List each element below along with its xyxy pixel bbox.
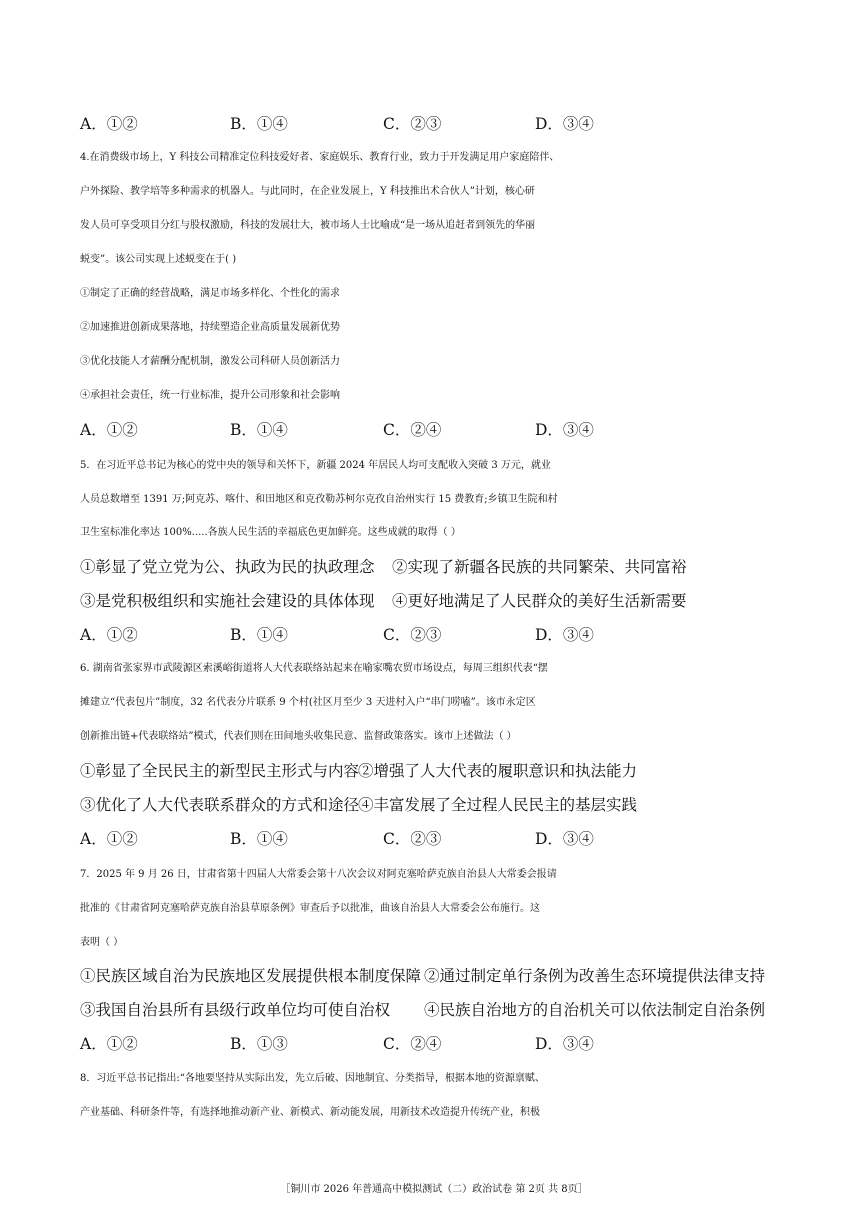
q7-option-a: A．①②	[80, 1035, 138, 1053]
q6-option-d: D．③④	[535, 830, 594, 848]
q6-option-c: C．②③	[383, 830, 442, 848]
q5-stem-line-3: 卫生室标准化率达 100%.....各族人民生活的幸福底色更加鲜亮。这些成就的取得（ ）	[80, 527, 461, 538]
q6-option-a: A．①②	[80, 830, 138, 848]
q5-statement-2: ②实现了新疆各民族的共同繁荣、共同富裕	[392, 558, 687, 576]
q4-option-a: A．①②	[80, 421, 138, 439]
q7-statements-row-2	[80, 999, 800, 1021]
q7-options	[80, 1033, 800, 1055]
q3-option-a: A．①②	[80, 115, 138, 133]
q4-stem-line-4: 蜕变”。该公司实现上述蜕变在于( )	[80, 254, 237, 265]
q6-options	[80, 828, 800, 850]
q5-option-c: C．②③	[383, 626, 442, 644]
q6-statement-2: ②增强了人大代表的履职意识和执法能力	[358, 762, 638, 780]
q6-stem-line-3: 创新推出链+代表联络站”模式，代表们则在田间地头收集民意、监督政策落实。该市上述做法（ ）	[80, 731, 517, 742]
q6-statements-row-2	[80, 794, 800, 816]
q7-option-b: B．①③	[230, 1035, 288, 1053]
q5-statements-row-1	[80, 556, 800, 578]
q5-statement-4: ④更好地满足了人民群众的美好生活新需要	[392, 592, 687, 610]
q4-statement-3: ③优化技能人才薪酬分配机制，激发公司科研人员创新活力	[80, 356, 340, 367]
q8-stem-line-2: 产业基础、科研条件等，有选择地推动新产业、新模式、新动能发展，用新技术改造提升传统产业，积极	[80, 1107, 540, 1118]
q3-option-b: B．①④	[230, 115, 288, 133]
q7-statements-row-1	[80, 965, 800, 987]
q8-stem-line-1: 8．习近平总书记指出:“各地要坚持从实际出发，先立后破、因地制宜、分类指导，根据本地的资源禀赋、	[80, 1073, 545, 1084]
q4-option-d: D．③④	[535, 421, 594, 439]
q4-statement-1: ①制定了正确的经营战略，满足市场多样化、个性化的需求	[80, 288, 340, 299]
q4-statement-4: ④承担社会责任，统一行业标准，提升公司形象和社会影响	[80, 390, 340, 401]
q5-option-a: A．①②	[80, 626, 138, 644]
q3-options	[80, 113, 800, 135]
q5-option-d: D．③④	[535, 626, 594, 644]
q5-stem-line-1: 5．在习近平总书记为核心的党中央的领导和关怀下，新疆 2024 年居民人均可支配收入突破 3 万元，就业	[80, 460, 551, 471]
q4-stem-line-1: 4.在消费级市场上，Y 科技公司精准定位科技爱好者、家庭娱乐、教育行业，致力于开发满足用户家庭陪伴、	[80, 152, 560, 163]
q7-stem-line-1: 7．2025 年 9 月 26 日，甘肃省第十四届人大常委会第十八次会议对阿克塞哈萨克族自治县人大常委会报请	[80, 869, 557, 880]
q7-option-d: D．③④	[535, 1035, 594, 1053]
q3-option-d: D．③④	[535, 115, 594, 133]
q6-statement-4: ④丰富发展了全过程人民民主的基层实践	[358, 796, 638, 814]
q4-options	[80, 419, 800, 441]
q7-statement-2: ②通过制定单行条例为改善生态环境提供法律支持	[424, 967, 766, 985]
q4-stem-line-3: 发人员可享受项目分红与股权激励，科技的发展壮大，被市场人士比喻成“是一场从追赶者到领先的华丽	[80, 220, 536, 231]
page-footer: ［铜川市 2026 年普通高中模拟测试（二）政治试卷 第 2页 共 8页］	[280, 1184, 588, 1195]
q5-options	[80, 624, 800, 646]
q7-statement-4: ④民族自治地方的自治机关可以依法制定自治条例	[424, 1001, 766, 1019]
q4-stem-line-2: 户外探险、教学培等多种需求的机器人。与此同时，在企业发展上，Y 科技推出术合伙人”计划，核心研	[80, 186, 535, 197]
q4-option-b: B．①④	[230, 421, 288, 439]
q5-statement-1: ①彰显了党立党为公、执政为民的执政理念	[80, 558, 375, 576]
q6-statement-3: ③优化了人大代表联系群众的方式和途径	[80, 796, 360, 814]
q7-statement-1: ①民族区域自治为民族地区发展提供根本制度保障	[80, 967, 422, 985]
q6-stem-line-1: 6. 湖南省张家界市武陵源区索溪峪街道将人大代表联络站起来在喻家嘴农贸市场设点，每周三组织代表“摆	[80, 663, 548, 674]
q5-option-b: B．①④	[230, 626, 288, 644]
q4-statement-2: ②加速推进创新成果落地，持续塑造企业高质量发展新优势	[80, 322, 340, 333]
q6-statements-row-1	[80, 760, 800, 782]
q7-statement-3: ③我国自治县所有县级行政单位均可使自治权	[80, 1001, 391, 1019]
q7-stem-line-2: 批准的《甘肃省阿克塞哈萨克族自治县草原条例》审查后予以批准，曲该自治县人大常委会公布施行。这	[80, 903, 540, 914]
q7-option-c: C．②④	[383, 1035, 442, 1053]
q6-statement-1: ①彰显了全民民主的新型民主形式与内容	[80, 762, 360, 780]
q3-option-c: C．②③	[383, 115, 442, 133]
q5-statement-3: ③是党积极组织和实施社会建设的具体体现	[80, 592, 375, 610]
q5-stem-line-2: 人员总数增至 1391 万;阿克苏、喀什、和田地区和克孜勒苏柯尔克孜自治州实行 15 费教育;乡镇卫生院和村	[80, 494, 558, 505]
q6-option-b: B．①④	[230, 830, 288, 848]
q4-option-c: C．②④	[383, 421, 442, 439]
q5-statements-row-2	[80, 590, 800, 612]
q6-stem-line-2: 摊建立“代表包片”制度，32 名代表分片联系 9 个村(社区月至少 3 天进村入户“串门唠嗑”。该市永定区	[80, 697, 536, 708]
q7-stem-line-3: 表明（ ）	[80, 937, 124, 948]
